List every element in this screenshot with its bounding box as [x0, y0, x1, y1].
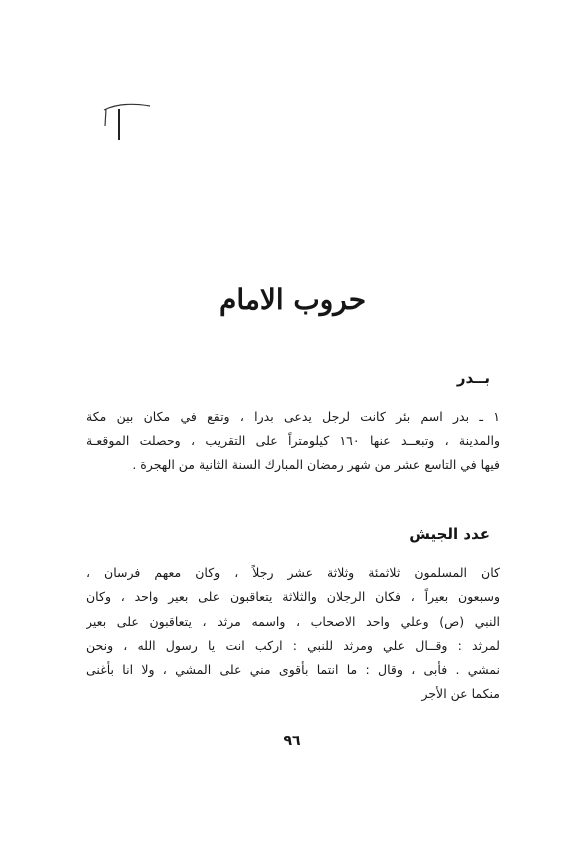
page-number: ٩٦ — [283, 733, 301, 749]
text-line: كان المسلمون ثلاثمئة وثلاثة عشر رجلاً ، وكان معهم فرسان ، — [86, 565, 500, 580]
section-heading-badr: بــدر — [456, 369, 490, 387]
text-line: نمشي . فأبى ، وقال : ما انتما بأقوى مني على المشي ، ولا انا بأغنى — [86, 662, 500, 678]
text-line: والمدينة ، وتبعــد عنها ١٦٠ كيلومتراً على التقريب ، وحصلت الموقعـة — [86, 433, 500, 448]
text-line: ١ ـ بدر اسم بئر كانت لرجل يدعى بدرا ، وتقع في مكان بين مكة — [86, 409, 500, 424]
paragraph-army-size — [86, 561, 500, 707]
text-line: لمرثد : وقــال علي ومرثد للنبي : اركب انت يا رسول الله ، ونحن — [86, 637, 500, 653]
paragraph-badr — [86, 405, 500, 477]
pen-mark-icon — [98, 100, 158, 144]
section-heading-army-size: عدد الجيش — [409, 525, 490, 543]
text-line: وسبعون بعيراً ، فكان الرجلان والثلاثة يتعاقبون على بعير واحد ، وكان — [86, 589, 500, 605]
text-line: منكما عن الأجر — [421, 686, 500, 702]
chapter-title: حروب الامام — [219, 283, 366, 316]
text-line: فيها في التاسع عشر من شهر رمضان المبارك السنة الثانية من الهجرة . — [132, 457, 500, 472]
text-line: النبي (ص) وعلي واحد الاصحاب ، واسمه مرثد ، يتعاقبون على بعير — [86, 613, 500, 629]
